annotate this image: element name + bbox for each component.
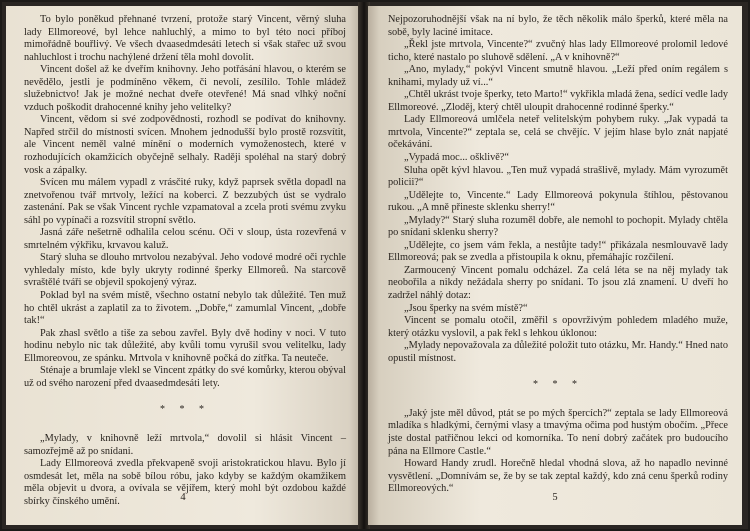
paragraph: Vincent, vědom si své zodpovědnosti, rozhodl se podívat do knihovny. Napřed strčil do místnosti svícen. Mnohem jednodušší bylo prostě rozsvítit, ale Vincent neměl valné mínění o moderních vymoženostech, které v rozhodujících okamžicích obyčejně selhaly. Raději spoléhal na starý dobrý vosk a zápalky. <box>24 114 346 176</box>
paragraph: Svícen mu málem vypadl z vrásčité ruky, když paprsek světla dopadl na znetvořenou tvář mrtvoly, ležící na koberci. Z bezzubých úst se vydralo zastenání. Pak se však Vincent rychle vzpamatoval a zcela proti svému zvyku sáhl po vypínači a rozsvítil stropní světlo. <box>24 177 346 226</box>
paragraph: „Mylady nepovažovala za důležité položit tuto otázku, Mr. Handy.“ Hned nato opustil místnost. <box>388 340 728 364</box>
paragraph: Lady Ellmoreová zvedla překvapeně svoji aristokratickou hlavu. Bylo jí osmdesát let, měla na sobě bílou róbu, jako kdyby se každým okamžikem měla objevit u dvora, a ovívala se vějířem, který mohl být ozdobou každé sbírky čínského umění. <box>24 458 346 507</box>
paragraph: „Vypadá moc... ošklivě?“ <box>404 152 509 164</box>
paragraph: „Jaký jste měl důvod, ptát se po mých špercích?“ zeptala se lady Ellmoreová mladíka s hladkými, černými vlasy a tmavýma očima pod hustým obočím. „Přece jste dostal patřičnou lekci od komorníka. To není dobrý začátek pro budoucího pána na Ellmore Castle.“ <box>388 407 728 457</box>
paragraph: Pak zhasl světlo a tiše za sebou zavřel. Byly dvě hodiny v noci. V tuto hodinu nebylo nic tak důležité, aby kvůli tomu vyrušil svou velitelku, lady Ellmoreovou, ze spánku. Mrtvola v knihovně počká do zítřka. Ta neuteče. <box>24 327 346 364</box>
right-page-text <box>388 14 728 496</box>
page-number: 4 <box>180 492 186 503</box>
left-page <box>6 6 360 525</box>
paragraph: Poklad byl na svém místě, všechno ostatní nebylo tak důležité. Ten muž ho chtěl ukrást a zaplatil za to životem. „Dobře,“ zamumlal Vincent, „dobře tak!“ <box>24 290 346 327</box>
paragraph: Sténaje a brumlaje vlekl se Vincent zpátky do své komůrky, kterou obýval už od svého narození před dvaasedmdesáti lety. <box>24 365 346 389</box>
paragraph: „Řekl jste mrtvola, Vincente?“ zvučný hlas lady Ellmoreové prolomil ledové ticho, které nastalo po sluhově sdělení. „A v knihovně?“ <box>388 39 728 63</box>
right-page <box>368 6 742 525</box>
paragraph: To bylo poněkud přehnané tvrzení, protože starý Vincent, věrný sluha lady Ellmoreové, byl lehce nahluchlý, a mimo to byl této noci příboj mimořádně bouřlivý. Ve všech dvaasedmdesáti letech si však stařec už svou nahluchlost i trochu nachýlené držení těla mohl dovolit. <box>24 14 346 63</box>
open-book <box>2 2 748 529</box>
left-page-text <box>24 14 346 508</box>
page-number: 5 <box>552 492 558 503</box>
paragraph: Howard Handy zrudl. Horečně hledal vhodná slova, až ho napadlo nevinné vysvětlení. „Domnívám se, že by se tak zeptal každý, kdo zná cenu šperků rodiny Ellmoreových.“ <box>388 458 728 495</box>
paragraph: Starý sluha se dlouho mrtvolou nezabýval. Jeho vodové modré oči rychle vyhledaly místo, kde byly ukryty rodinné šperky Ellmoreů. Na starcově svraštělé tváři se objevil spokojený výraz. <box>24 252 346 289</box>
paragraph: Vincent došel až ke dveřím knihovny. Jeho potřásání hlavou, o kterém se nevědělo, jestli je podmíněno věkem, či nevolí, zesílilo. Tohle mládež služebnictvo! Jak je možné nechat dveře otevřené! Má snad vlhký noční vzduch poškodit drahocenné knihy jeho velitelky? <box>24 64 346 113</box>
section-separator: * * * <box>160 404 210 416</box>
paragraph: „Mylady?“ Starý sluha rozuměl dobře, ale nemohl to pochopit. Mylady chtěla po snídani sklenku sherry? <box>388 214 728 239</box>
paragraph: Jasná záře nešetrně odhalila celou scénu. Oči v sloup, ústa rozevřená v smrtelném výkřiku, krvavou kaluž. <box>24 227 346 251</box>
paragraph: Vincent se pomalu otočil, změřil s opovrživým pohledem mladého muže, který otázku vyslovil, a pak řekl s lehkou úklonou: <box>388 315 728 339</box>
paragraph: „Udělejte, co jsem vám řekla, a nestůjte tady!“ přikázala nesmlouvavě lady Ellmoreová; pak se zvedla a přistoupila k oknu, přemáhajíc rozčilení. <box>388 239 728 264</box>
paragraph: Lady Ellmoreová umlčela neteř velitelským pohybem ruky. „Jak vypadá ta mrtvola, Vincente?“ zeptala se, celá se chvějíc. V jejím hlase bylo znát napjaté očekávání. <box>388 114 728 151</box>
paragraph: „Udělejte to, Vincente.“ Lady Ellmoreová pokynula štíhlou, pěstovanou rukou. „A mně přineste sklenku sherry!“ <box>388 189 728 214</box>
paragraph: „Mylady, v knihovně leží mrtvola,“ dovolil si hlásit Vincent – samozřejmě až po snídani. <box>24 432 346 457</box>
paragraph: „Ano, mylady,“ pokývl Vincent smutně hlavou. „Leží před oním regálem s knihami, mylady už ví...“ <box>388 64 728 88</box>
section-separator: * * * <box>533 379 583 391</box>
paragraph: Zarmoucený Vincent pomalu odcházel. Za celá léta se na něj mylady tak neobořila a nikdy nežádala sherry po snídani. To jsou zlá znamení. U dveří ho zadržel náhlý dotaz: <box>388 264 728 302</box>
paragraph: „Chtěl ukrást tvoje šperky, teto Marto!“ vykřikla mladá žena, sedící vedle lady Ellmoreové. „Zloděj, který chtěl uloupit drahocenné rodinné šperky.“ <box>388 89 728 113</box>
paragraph: „Jsou šperky na svém místě?“ <box>404 302 528 314</box>
paragraph: Sluha opět kývl hlavou. „Ten muž vypadá strašlivě, mylady. Mám vyrozumět policii?“ <box>388 164 728 189</box>
paragraph: Nejpozoruhodnější však na ní bylo, že těch několik málo šperků, které měla na sobě, byly laciné imitace. <box>388 14 728 38</box>
